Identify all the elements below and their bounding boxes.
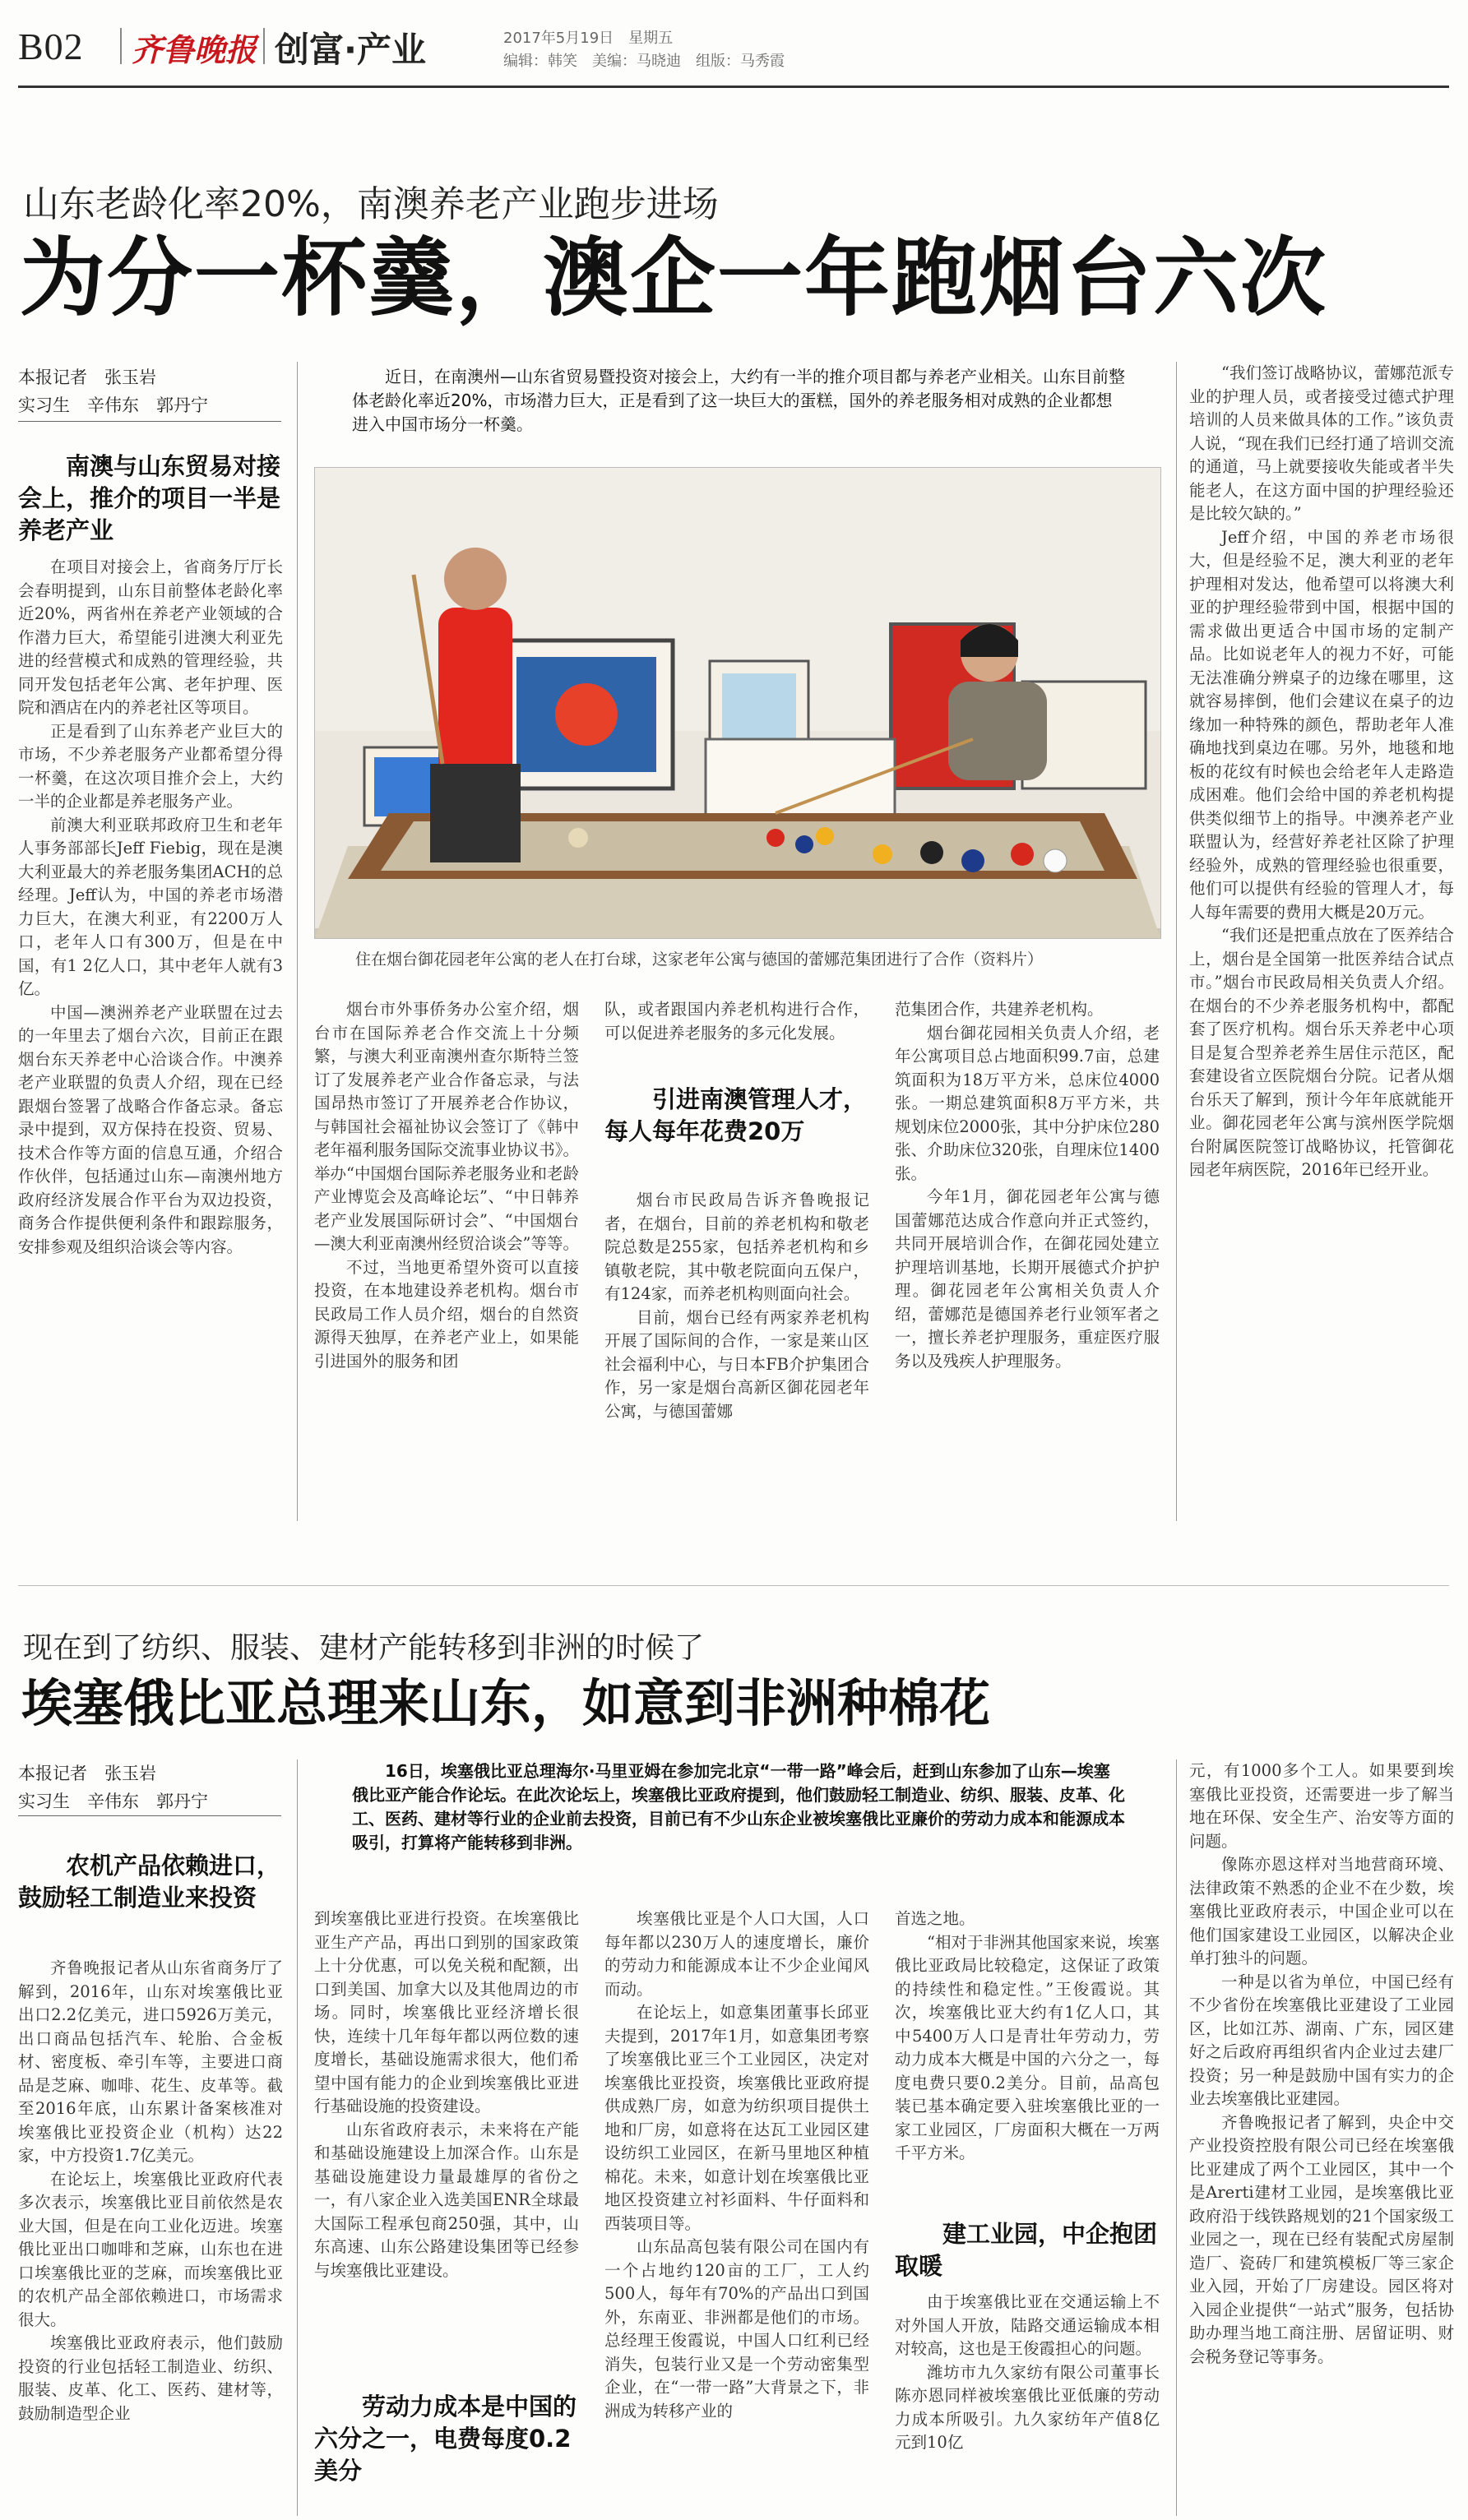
paragraph: 中国—澳洲养老产业联盟在过去的一年里去了烟台六次，目前正在跟烟台东天养老中心洽谈合作。中澳养老产业联盟的负责人介绍，现在已经跟烟台签署了战略合作备忘录。备忘录中提到，双方保持在投资、贸易、技术合作等方面的信息互通，介绍合作伙伴，包括通过山东—南澳州地方政府经济发展合作平台为双边投资，商务合作提供便利条件和跟踪服务，安排参观及组织洽谈会等内容。 — [18, 1002, 283, 1256]
paragraph: “我们签订战略协议，蕾娜范派专业的护理人员，或者接受过德式护理培训的人员来做具体的工作。”该负责人说，“现在我们已经打通了培训交流的通道，马上就要接收失能或者半失能老人，在这方面中国的护理经验还是比较欠缺的。” — [1189, 363, 1454, 523]
paragraph: 由于埃塞俄比亚在交通运输上不对外国人开放，陆路交通运输成本相对较高，这也是王俊霞担心的问题。 — [895, 2292, 1160, 2358]
story1-column-2 — [314, 998, 579, 1516]
story2-column-3 — [604, 1907, 869, 2516]
paragraph: 烟台市外事侨务办公室介绍，烟台市在国际养老合作交流上十分频繁，与澳大利亚南澳州查尔斯特兰签订了发展养老产业合作备忘录，与法国昂热市签订了开展养老合作协议，与韩国社会福祉协议会签订了《韩中老年福利服务国际交流事业协议书》。举办“中国烟台国际养老服务业和老龄产业博览会及高峰论坛”、“中日韩养老产业发展国际研讨会”、“中国烟台—澳大利亚南澳州经贸洽谈会”等等。 — [314, 1000, 579, 1253]
story1-column-3b — [604, 1189, 869, 1516]
paragraph: 一种是以省为单位，中国已经有不少省份在埃塞俄比亚建设了工业园区，比如江苏、湖南、广东，园区建好之后政府再组织省内企业过去建厂投资；另一种是鼓励中国有实力的企业去埃塞俄比亚建园。 — [1189, 1972, 1454, 2108]
issue-date: 2017年5月19日 星期五 — [503, 30, 674, 47]
paragraph: 元，有1000多个工人。如果要到埃塞俄比亚投资，还需要进一步了解当地在环保、安全生产、治安等方面的问题。 — [1189, 1761, 1454, 1851]
paragraph: 到埃塞俄比亚进行投资。在埃塞俄比亚生产产品，再出口到别的国家政策上十分优惠，可以免关税和配额，出口到美国、加拿大以及其他周边的市场。同时，埃塞俄比亚经济增长很快，连续十几年每年都以两位数的速度增长，基础设施需求很大，他们希望中国有能力的企业到埃塞俄比亚进行基础设施的投资建设。 — [314, 1909, 579, 2115]
paragraph: 在论坛上，埃塞俄比亚政府代表多次表示，埃塞俄比亚目前依然是农业大国，但是在向工业化迈进。埃塞俄比亚出口咖啡和芝麻，山东也在进口埃塞俄比亚的芝麻，而埃塞俄比亚的农机产品全部依赖进口，市场需求很大。 — [18, 2169, 283, 2329]
paragraph: 在论坛上，如意集团董事长邱亚夫提到，2017年1月，如意集团考察了埃塞俄比亚三个工业园区，决定对埃塞俄比亚投资，埃塞俄比亚政府提供成熟厂房，如意为纺织项目提供土地和厂房，如意将在达瓦工业园区建设纺织工业园区，在新马里地区种植棉花。未来，如意计划在埃塞俄比亚地区投资建立衬衫面料、牛仔面料和西装项目等。 — [604, 2003, 869, 2233]
story1-lead: 近日，在南澳州—山东省贸易暨投资对接会上，大约有一半的推介项目都与养老产业相关。山东目前整体老龄化率近20%，市场潜力巨大，正是看到了这一块巨大的蛋糕，国外的养老服务相对成熟的企业都想进入中国市场分一杯羹。 — [352, 367, 1125, 434]
masthead-divider — [263, 28, 265, 64]
paragraph: 范集团合作，共建养老机构。 — [895, 1000, 1104, 1019]
story2-kicker: 现在到了纺织、服装、建材产能转移到非洲的时候了 — [23, 1631, 705, 1665]
paragraph: 首选之地。 — [895, 1909, 975, 1928]
story1-byline — [18, 363, 281, 419]
story2-column-2a — [314, 1907, 579, 2379]
paragraph: 今年1月，御花园老年公寓与德国蕾娜范达成合作意向并正式签约，共同开展培训合作，在御花园处建立护理培训基地，长期开展德式介护护理。御花园老年公寓相关负责人介绍，蕾娜范是德国养老行业领军者之一，擅长养老护理服务，重症医疗服务以及残疾人护理服务。 — [895, 1187, 1160, 1371]
column-rule — [1176, 362, 1177, 1521]
story2-byline — [18, 1759, 281, 1815]
paragraph: “我们还是把重点放在了医养结合上，烟台是全国第一批医养结合试点市。”烟台市民政局相关负责人介绍。在烟台的不少养老服务机构中，都配套了医疗机构。烟台乐天养老中心项目是复合型养老养生居住示范区，配套建设省立医院烟台分院。记者从烟台乐天了解到，预计今年年底就能开业。御花园老年公寓与滨州医学院烟台附属医院签订战略协议，托管御花园老年病医院，2016年已经开业。 — [1189, 926, 1454, 1179]
story1-column-5 — [1189, 362, 1454, 1516]
column-rule — [1176, 1759, 1177, 2516]
story2-column-1 — [18, 1957, 283, 2516]
story1-column-3a — [604, 998, 869, 1072]
story2-column-4b — [895, 2291, 1160, 2516]
paragraph: 山东省政府表示，未来将在产能和基础设施建设上加深合作。山东是基础设施建设力量最雄厚的省份之一，有八家企业入选美国ENR全球最大国际工程承包商250强，其中，山东高速、山东公路建设集团等已经参与埃塞俄比亚建设。 — [314, 2120, 579, 2280]
column-rule — [297, 362, 298, 1521]
story1-column-1 — [18, 556, 283, 1514]
paper-name-logo: 齐鲁晚报 — [132, 31, 257, 68]
masthead-divider — [120, 28, 122, 64]
billiards-photo-illustration — [315, 468, 1160, 938]
paragraph: “相对于非洲其他国家来说，埃塞俄比亚政局比较稳定，这保证了政策的持续性和稳定性。”王俊霞说。其次，埃塞俄比亚大约有1亿人口，其中5400万人口是青壮年劳动力，劳动力成本大概是中国的六分之一，每度电费只要0.2美分。目前，品高包装已基本确定要入驻埃塞俄比亚的一家工业园区，厂房面积大概在一万两千平方米。 — [895, 1932, 1160, 2162]
paragraph: 烟台御花园相关负责人介绍，老年公寓项目总占地面积99.7亩，总建筑面积为18万平方米，总床位4000张。一期总建筑面积8万平方米，共规划床位2000张，其中分护床位280张、介助床位320张，自理床位1400张。 — [895, 1023, 1160, 1183]
billiards-photo — [314, 467, 1161, 939]
story2-subhead-2: 劳动力成本是中国的六分之一，电费每度0.2美分 — [314, 2393, 577, 2485]
paragraph: 不过，当地更希望外资可以直接投资，在本地建设养老机构。烟台市民政局工作人员介绍，烟台的自然资源得天独厚，在养老产业上，如果能引进国外的服务和团 — [314, 1257, 579, 1371]
byline-rule — [18, 421, 281, 422]
story-separator — [18, 1585, 1449, 1586]
paragraph: 齐鲁晚报记者了解到，央企中交产业投资控股有限公司已经在埃塞俄比亚建成了两个工业园区，其中一个是Arerti建材工业园，是埃塞俄比亚政府沿于线铁路规划的21个国家级工业园之一，现在已经有装配式房屋制造厂、瓷砖厂和建筑模板厂等三家企业入园，开始了厂房建设。园区将对入园企业提供“一站式”服务，包括协助办理当地工商注册、居留证明、财会税务登记等事务。 — [1189, 2112, 1454, 2366]
column-rule — [297, 1759, 298, 2516]
paragraph: 山东品高包装有限公司在国内有一个占地约120亩的工厂，工人约500人，每年有70%的产品出口到国外，东南亚、非洲都是他们的市场。总经理王俊霞说，中国人口红利已经消失，包装行业又是一个劳动密集型企业，在“一带一路”大背景之下，非洲成为转移产业的 — [604, 2237, 869, 2421]
page-number: B02 — [18, 25, 84, 67]
story2-subhead-3: 建工业园，中企抱团取暖 — [895, 2220, 1158, 2280]
paragraph: 正是看到了山东养老产业巨大的市场，不少养老服务产业都希望分得一杯羹，在这次项目推介会上，大约一半的企业都是养老服务产业。 — [18, 721, 283, 811]
story2-column-5 — [1189, 1759, 1454, 2516]
paragraph: 目前，烟台已经有两家养老机构开展了国际间的合作，一家是莱山区社会福利中心，与日本FB介护集团合作，另一家是烟台高新区御花园老年公寓，与德国蕾娜 — [604, 1307, 869, 1421]
story1-column-4 — [895, 998, 1160, 1516]
byline-reporter: 本报记者 张玉岩 — [18, 1764, 156, 1783]
paragraph: 齐鲁晚报记者从山东省商务厅了解到，2016年，山东对埃塞俄比亚出口2.2亿美元，进口5926万美元，出口商品包括汽车、轮胎、合金板材、密度板、牵引车等，主要进口商品是芝麻、咖啡、花生、皮革等。截至2016年底，山东累计备案核准对埃塞俄比亚投资企业（机构）达22家，中方投资1.7亿美元。 — [18, 1958, 283, 2165]
story2-lead: 16日，埃塞俄比亚总理海尔·马里亚姆在参加完北京“一带一路”峰会后，赶到山东参加了山东—埃塞俄比亚产能合作论坛。在此次论坛上，埃塞俄比亚政府提到，他们鼓励轻工制造业、纺织、服装、皮革、化工、医药、建材等行业的企业前去投资，目前已有不少山东企业被埃塞俄比亚廉价的劳动力成本和能源成本吸引，打算将产能转移到非洲。 — [352, 1761, 1125, 1852]
paragraph: 烟台市民政局告诉齐鲁晚报记者，在烟台，目前的养老机构和敬老院总数是255家，包括养老机构和乡镇敬老院，其中敬老院面向五保户，有124家，而养老机构则面向社会。 — [604, 1191, 869, 1303]
masthead-rule — [18, 86, 1449, 88]
paragraph: 队，或者跟国内养老机构进行合作，可以促进养老服务的多元化发展。 — [604, 1000, 869, 1043]
paragraph: 像陈亦恩这样对当地营商环境、法律政策不熟悉的企业不在少数，埃塞俄比亚政府表示，中国企业可以在他们国家建设工业园区，以解决企业单打独斗的问题。 — [1189, 1855, 1454, 1967]
paragraph: 前澳大利亚联邦政府卫生和老年人事务部部长Jeff Fiebig，现在是澳大利亚最大的养老服务集团ACH的总经理。Jeff认为，中国的养老市场潜力巨大，在澳大利亚，有2200万人口，老年人口有300万，但是在中国，有1 2亿人口，其中老年人就有3亿。 — [18, 815, 283, 998]
editors-line: 编辑：韩笑 美编：马晓迪 组版：马秀霞 — [503, 53, 785, 70]
paragraph: 埃塞俄比亚政府表示，他们鼓励投资的行业包括轻工制造业、纺织、服装、皮革、化工、医药、建材等，鼓励制造型企业 — [18, 2333, 283, 2423]
byline-reporter: 本报记者 张玉岩 — [18, 368, 156, 387]
byline-rule — [18, 1815, 281, 1816]
story1-subhead-2: 引进南澳管理人才，每人每年花费20万 — [604, 1085, 868, 1145]
paragraph: 埃塞俄比亚是个人口大国，人口每年都以230万人的速度增长，廉价的劳动力和能源成本让不少企业闻风而动。 — [604, 1909, 869, 1999]
section-title: 创富·产业 — [275, 30, 426, 70]
story2-column-4a — [895, 1907, 1160, 2203]
masthead — [0, 0, 1468, 82]
byline-interns: 实习生 辛伟东 郭丹宁 — [18, 395, 208, 415]
story1-kicker: 山东老龄化率20%，南澳养老产业跑步进场 — [23, 183, 719, 225]
byline-interns: 实习生 辛伟东 郭丹宁 — [18, 1792, 208, 1811]
paragraph: 潍坊市九久家纺有限公司董事长陈亦恩同样被埃塞俄比亚低廉的劳动力成本所吸引。九久家纺年产值8亿元到10亿 — [895, 2362, 1160, 2452]
story1-subhead-1: 南澳与山东贸易对接会上，推介的项目一半是养老产业 — [18, 452, 281, 544]
story2-subhead-1: 农机产品依赖进口，鼓励轻工制造业来投资 — [18, 1852, 281, 1912]
story2-headline: 埃塞俄比亚总理来山东，如意到非洲种棉花 — [21, 1673, 991, 1733]
photo-caption: 住在烟台御花园老年公寓的老人在打台球，这家老年公寓与德国的蕾娜范集团进行了合作（资料片） — [355, 950, 1044, 969]
paragraph: Jeff介绍，中国的养老市场很大，但是经验不足，澳大利亚的老年护理相对发达，他希望可以将澳大利亚的护理经验带到中国，根据中国的需求做出更适合中国市场的定制产品。比如说老年人的视力不好，可能无法准确分辨桌子的边缘在哪里，这就容易摔倒，他们会建议在桌子的边缘加一种特殊的颜色，帮助老年人准确地找到桌边在哪。另外，地毯和地板的花纹有时候也会给老年人走路造成困难。他们会给中国的养老机构提供类似细节上的指导。中澳养老产业联盟认为，经营好养老社区除了护理经验外，成熟的管理经验也很重要，他们可以提供有经验的管理人才，每人每年需要的费用大概是20万元。 — [1189, 527, 1454, 922]
story1-headline: 为分一杯羹，澳企一年跑烟台六次 — [20, 228, 1328, 328]
paragraph: 在项目对接会上，省商务厅厅长会春明提到，山东目前整体老龄化率近20%，两省州在养老产业领域的合作潜力巨大，希望能引进澳大利亚先进的经营模式和成熟的管理经验，共同开发包括老年公寓、老年护理、医院和酒店在内的养老社区等项目。 — [18, 557, 283, 717]
